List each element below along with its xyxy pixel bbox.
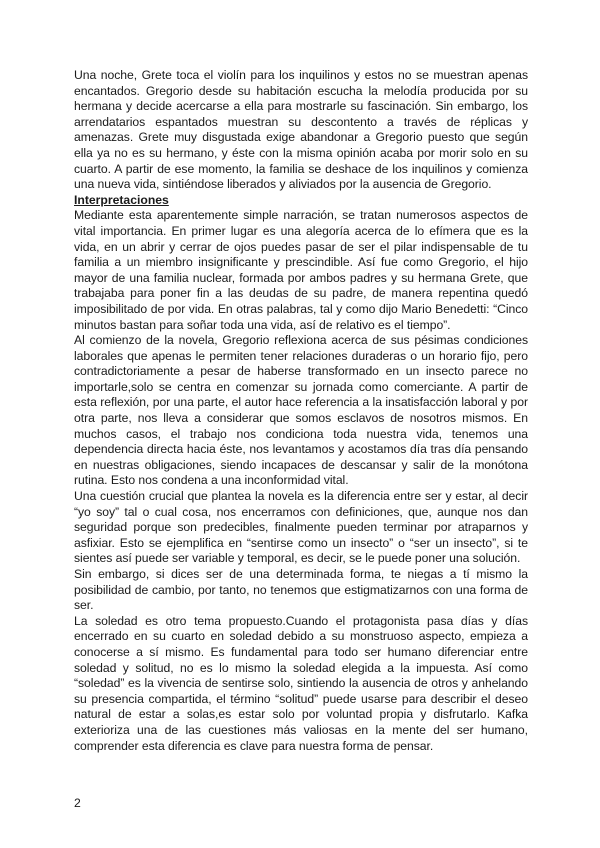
section-heading: Interpretaciones — [74, 192, 169, 207]
paragraph-intro: Una noche, Grete toca el violín para los inquilinos y estos no se muestran apenas encantados. Gregorio desde su habitación escucha la melodía producida por su hermana y decide acercarse a ella para mostrarle su fascinación. Sin embargo, los arrendatarios espantados muestran su descontento a través de réplicas y amenazas. Grete muy disgustada exige abandonar a Gregorio puesto que según ella ya no es su hermano, y éste con la misma opinión acaba por morir solo en su cuarto. A partir de ese momento, la familia se deshace de los inquilinos y comienza una nueva vida, sintiéndose liberados y aliviados por la ausencia de Gregorio. — [74, 68, 528, 192]
paragraph: Al comienzo de la novela, Gregorio reflexiona acerca de sus pésimas condiciones laborales que apenas le permiten tener relaciones duraderas o un horario fijo, pero contradictoriamente a pesar de haberse transformado en un insecto parece no importarle,solo se centra en comenzar su jornada como comerciante. A partir de esta reflexión, por una parte, el autor hace referencia a la insatisfacción laboral y por otra parte, nos lleva a considerar que somos esclavos de nosotros mismos. En muchos casos, el trabajo nos condiciona toda nuestra vida, tenemos una dependencia directa hacia éste, nos levantamos y acostamos día tras día pensando en nuestras obligaciones, siendo incapaces de descansar y salir de la monótona rutina. Esto nos condena a una inconformidad vital. — [74, 333, 528, 488]
paragraph: Sin embargo, si dices ser de una determinada forma, te niegas a tí mismo la posibilidad de cambio, por tanto, no tenemos que estigmatizarnos con una forma de ser. — [74, 567, 528, 613]
paragraph: Una cuestión crucial que plantea la novela es la diferencia entre ser y estar, al decir “yo soy” tal o cual cosa, nos encerramos con definiciones, que, aunque nos dan seguridad porque son predecibles, finalmente pueden terminar por atraparnos y asfixiar. Esto se ejemplifica en “sentirse como un insecto” o “ser un insecto”, si te sientes así puede ser variable y temporal, es decir, se le puede poner una solución. — [74, 489, 528, 566]
document-page — [74, 68, 528, 754]
paragraph: Mediante esta aparentemente simple narración, se tratan numerosos aspectos de vital importancia. En primer lugar es una alegoría acerca de lo efímera que es la vida, en un abrir y cerrar de ojos puedes pasar de ser el pilar indispensable de tu familia a un miembro insignificante y prescindible. Así fue como Gregorio, el hijo mayor de una familia nuclear, formada por ambos padres y su hermana Grete, que trabajaba para poner fin a las deudas de su padre, de manera repentina quedó imposibilitado de por vida. En otras palabras, tal y como dijo Mario Benedetti: “Cinco minutos bastan para soñar toda una vida, así de relativo es el tiempo”. — [74, 208, 528, 332]
page-number: 2 — [74, 796, 81, 810]
paragraph: La soledad es otro tema propuesto.Cuando el protagonista pasa días y días encerrado en su cuarto en soledad debido a su monstruoso aspecto, empieza a conocerse a sí mismo. Es fundamental para todo ser humano diferenciar entre soledad y solitud, no es lo mismo la soledad elegida a la impuesta. Así como “soledad” es la vivencia de sentirse solo, sintiendo la ausencia de otros y anhelando su presencia compartida, el término “solitud” puede usarse para describir el deseo natural de estar a solas,es estar solo por voluntad propia y disfrutarlo. Kafka exterioriza una de las cuestiones más valiosas en la mente del ser humano, comprender esta diferencia es clave para nuestra forma de pensar. — [74, 613, 528, 753]
